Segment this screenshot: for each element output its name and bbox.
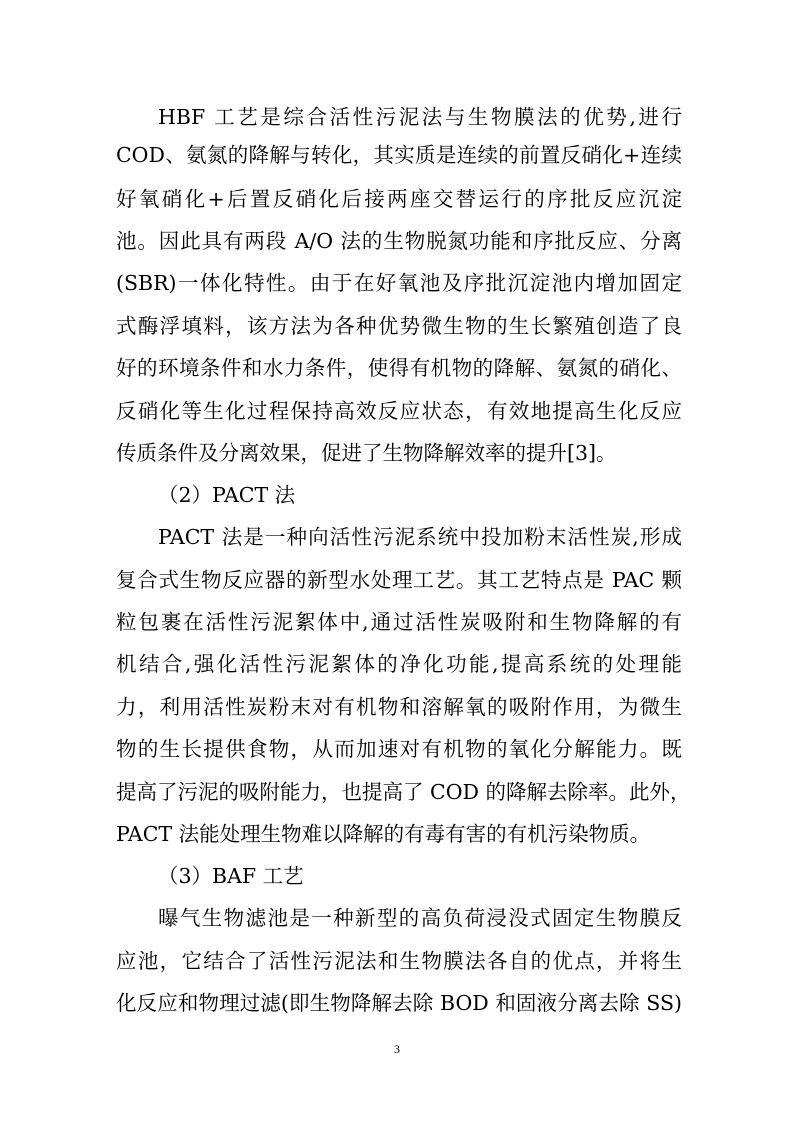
paragraph-line: 复合式生物反应器的新型水处理工艺。其工艺特点是 PAC 颗 (116, 568, 682, 592)
paragraph-line: 传质条件及分离效果，促进了生物降解效率的提升[3]。 (116, 441, 617, 465)
paragraph-line: (SBR)一体化特性。由于在好氧池及序批沉淀池内增加固定 (116, 271, 682, 295)
paragraph-line: 物的生长提供食物，从而加速对有机物的氧化分解能力。既 (116, 737, 682, 761)
page-number: 3 (394, 1042, 400, 1056)
paragraph-line: 应池，它结合了活性污泥法和生物膜法各自的优点，并将生 (116, 949, 682, 973)
section-heading: （3）BAF 工艺 (158, 864, 304, 888)
paragraph-line: 力，利用活性炭粉末对有机物和溶解氧的吸附作用，为微生 (116, 695, 682, 719)
paragraph-line: PACT 法能处理生物难以降解的有毒有害的有机污染物质。 (116, 822, 651, 846)
paragraph-line: 好的环境条件和水力条件，使得有机物的降解、氨氮的硝化、 (116, 356, 682, 380)
section-heading: （2）PACT 法 (158, 483, 296, 507)
paragraph-line: COD、氨氮的降解与转化，其实质是连续的前置反硝化+连续 (116, 143, 682, 167)
paragraph-line: 式酶浮填料，该方法为各种优势微生物的生长繁殖创造了良 (116, 314, 682, 338)
paragraph-line: 池。因此具有两段 A/O 法的生物脱氮功能和序批反应、分离 (116, 229, 682, 253)
paragraph-line: 提高了污泥的吸附能力，也提高了 COD 的降解去除率。此外， (116, 780, 691, 804)
paragraph-line: 机结合,强化活性污泥絮体的净化功能,提高系统的处理能 (116, 652, 682, 676)
paragraph-line: PACT 法是一种向活性污泥系统中投加粉末活性炭,形成 (158, 525, 682, 549)
paragraph-line: HBF 工艺是综合活性污泥法与生物膜法的优势,进行 (158, 105, 682, 129)
paragraph-line: 曝气生物滤池是一种新型的高负荷浸没式固定生物膜反 (158, 906, 682, 930)
paragraph-line: 化反应和物理过滤(即生物降解去除 BOD 和固液分离去除 SS) (116, 991, 682, 1015)
paragraph-line: 粒包裹在活性污泥絮体中,通过活性炭吸附和生物降解的有 (116, 610, 682, 634)
paragraph-line: 好氧硝化+后置反硝化后接两座交替运行的序批反应沉淀 (116, 187, 682, 211)
paragraph-line: 反硝化等生化过程保持高效反应状态，有效地提高生化反应 (116, 399, 682, 423)
